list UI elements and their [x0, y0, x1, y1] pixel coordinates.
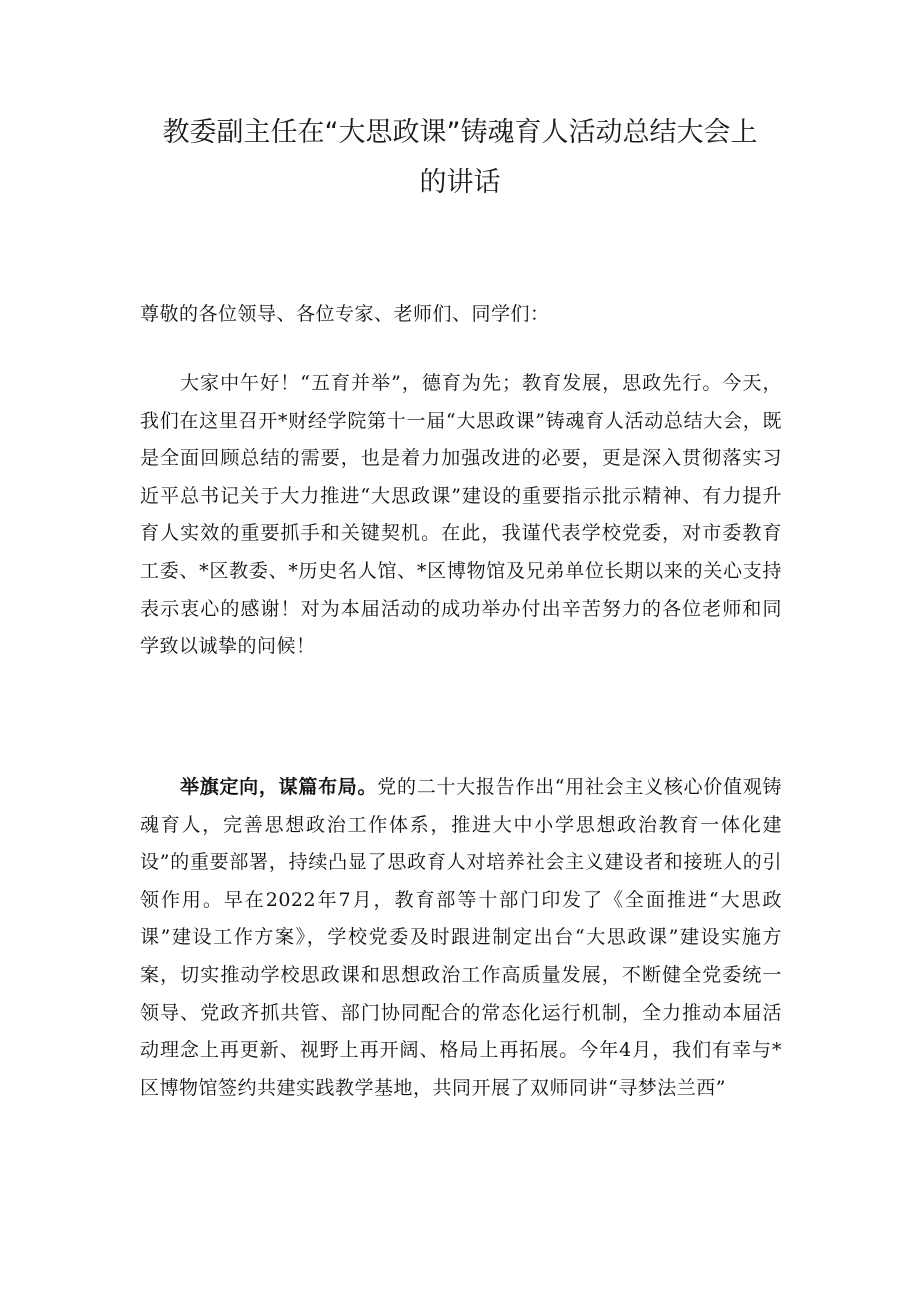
paragraph-greeting: 大家中午好！“五育并举”，德育为先；教育发展，思政先行。今天，我们在这里召开*财经学院第十一届“大思政课”铸魂育人活动总结大会，既是全面回顾总结的需要，也是着力加强改进的必要，更是深入贯彻落实习近平总书记关于大力推进“大思政课”建设的重要指示批示精神、有力提升育人实效的重要抓手和关键契机。在此，我谨代表学校党委，对市委教育工委、*区教委、*历史名人馆、*区博物馆及兄弟单位长期以来的关心支持表示衷心的感谢！对为本届活动的成功举办付出辛苦努力的各位老师和同学致以诚挚的问候！ [140, 372, 782, 658]
paragraph-section-1 [140, 769, 782, 1107]
section-heading: 举旗定向，谋篇布局。 [180, 776, 378, 798]
document-title [0, 108, 920, 208]
section-body: 党的二十大报告作出“用社会主义核心价值观铸魂育人，完善思想政治工作体系，推进大中小学思想政治教育一体化建设”的重要部署，持续凸显了思政育人对培养社会主义建设者和接班人的引领作用。早在2022年7月，教育部等十部门印发了《全面推进“大思政课”建设工作方案》，学校党委及时跟进制定出台“大思政课”建设实施方案，切实推动学校思政课和思想政治工作高质量发展，不断健全党委统一领导、党政齐抓共管、部门协同配合的常态化运行机制，全力推动本届活动理念上再更新、视野上再开阔、格局上再拓展。今年4月，我们有幸与*区博物馆签约共建实践教学基地，共同开展了双师同讲“寻梦法兰西” [140, 776, 782, 1099]
title-line-1: 教委副主任在“大思政课”铸魂育人活动总结大会上 [162, 117, 758, 148]
salutation: 尊敬的各位领导、各位专家、老师们、同学们： [140, 303, 550, 325]
title-line-2: 的讲话 [419, 167, 501, 198]
